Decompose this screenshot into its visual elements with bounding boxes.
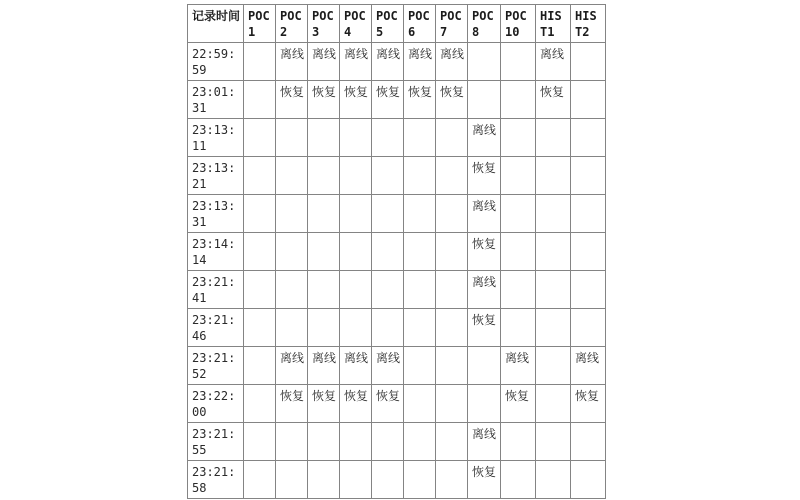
- status-cell: [340, 157, 372, 195]
- column-header: POC 2: [276, 5, 308, 43]
- status-cell: [244, 309, 276, 347]
- status-cell: [436, 233, 468, 271]
- status-cell: [436, 347, 468, 385]
- column-header: POC 8: [468, 5, 501, 43]
- status-cell: [308, 461, 340, 499]
- status-cell: [501, 461, 536, 499]
- status-cell: 离线: [276, 43, 308, 81]
- column-header: POC 10: [501, 5, 536, 43]
- status-cell: [536, 461, 571, 499]
- time-cell: 23:22:00: [188, 385, 244, 423]
- time-cell: 23:13:21: [188, 157, 244, 195]
- status-cell: 恢复: [276, 385, 308, 423]
- status-cell: [468, 347, 501, 385]
- status-cell: 离线: [536, 43, 571, 81]
- status-cell: [276, 157, 308, 195]
- status-cell: 恢复: [468, 157, 501, 195]
- status-cell: [501, 81, 536, 119]
- status-cell: 恢复: [340, 81, 372, 119]
- status-cell: [244, 43, 276, 81]
- status-cell: 离线: [501, 347, 536, 385]
- time-cell: 23:13:31: [188, 195, 244, 233]
- status-cell: [536, 347, 571, 385]
- status-cell: 离线: [276, 347, 308, 385]
- status-cell: 离线: [372, 347, 404, 385]
- status-cell: 恢复: [468, 233, 501, 271]
- status-cell: 恢复: [308, 81, 340, 119]
- status-cell: [372, 271, 404, 309]
- status-cell: 离线: [468, 271, 501, 309]
- status-cell: [501, 43, 536, 81]
- status-cell: [571, 233, 606, 271]
- status-cell: [308, 195, 340, 233]
- status-cell: [536, 157, 571, 195]
- column-header: POC 1: [244, 5, 276, 43]
- status-cell: [340, 195, 372, 233]
- table-row: [188, 347, 606, 385]
- status-cell: [340, 309, 372, 347]
- status-cell: 恢复: [468, 461, 501, 499]
- status-cell: [501, 119, 536, 157]
- status-cell: 离线: [436, 43, 468, 81]
- status-cell: 恢复: [276, 81, 308, 119]
- status-cell: [308, 233, 340, 271]
- status-cell: [244, 233, 276, 271]
- column-header: POC 5: [372, 5, 404, 43]
- status-cell: [536, 309, 571, 347]
- status-cell: [308, 157, 340, 195]
- status-cell: [276, 119, 308, 157]
- status-cell: [372, 195, 404, 233]
- table-body: [188, 43, 606, 499]
- status-cell: [340, 461, 372, 499]
- status-cell: 离线: [404, 43, 436, 81]
- status-cell: [404, 233, 436, 271]
- time-cell: 23:21:58: [188, 461, 244, 499]
- status-cell: [340, 233, 372, 271]
- status-cell: [404, 119, 436, 157]
- status-cell: [372, 233, 404, 271]
- status-cell: 恢复: [340, 385, 372, 423]
- status-cell: [501, 271, 536, 309]
- table-row: [188, 385, 606, 423]
- status-cell: 离线: [340, 347, 372, 385]
- status-cell: 离线: [468, 119, 501, 157]
- table-row: [188, 423, 606, 461]
- status-cell: 离线: [308, 43, 340, 81]
- status-cell: [571, 271, 606, 309]
- status-cell: [536, 423, 571, 461]
- status-cell: [436, 157, 468, 195]
- status-cell: [276, 271, 308, 309]
- status-cell: [308, 271, 340, 309]
- time-cell: 23:21:41: [188, 271, 244, 309]
- status-cell: [244, 461, 276, 499]
- status-cell: [244, 119, 276, 157]
- status-cell: 离线: [571, 347, 606, 385]
- status-cell: [276, 233, 308, 271]
- table-header-row: [188, 5, 606, 43]
- table-row: [188, 309, 606, 347]
- status-cell: [404, 271, 436, 309]
- status-cell: [571, 157, 606, 195]
- status-cell: [536, 233, 571, 271]
- status-cell: [276, 461, 308, 499]
- status-cell: 恢复: [372, 81, 404, 119]
- time-cell: 23:01:31: [188, 81, 244, 119]
- status-cell: [501, 309, 536, 347]
- status-cell: [276, 195, 308, 233]
- table-row: [188, 157, 606, 195]
- status-cell: [571, 43, 606, 81]
- time-cell: 23:21:46: [188, 309, 244, 347]
- time-cell: 23:21:55: [188, 423, 244, 461]
- status-cell: [571, 423, 606, 461]
- status-cell: [501, 195, 536, 233]
- status-cell: [244, 195, 276, 233]
- status-cell: [340, 423, 372, 461]
- column-header: HIS T1: [536, 5, 571, 43]
- status-cell: [244, 385, 276, 423]
- status-cell: [571, 195, 606, 233]
- table-row: [188, 119, 606, 157]
- status-cell: [436, 195, 468, 233]
- status-cell: 恢复: [468, 309, 501, 347]
- status-cell: [372, 309, 404, 347]
- status-cell: [501, 423, 536, 461]
- status-cell: [468, 385, 501, 423]
- status-cell: [276, 309, 308, 347]
- table-row: [188, 233, 606, 271]
- status-cell: [536, 385, 571, 423]
- time-cell: 23:14:14: [188, 233, 244, 271]
- status-cell: [340, 271, 372, 309]
- status-cell: [372, 119, 404, 157]
- status-cell: [340, 119, 372, 157]
- table-row: [188, 461, 606, 499]
- status-cell: 离线: [468, 195, 501, 233]
- status-cell: [372, 157, 404, 195]
- status-cell: [436, 385, 468, 423]
- status-cell: [244, 271, 276, 309]
- status-cell: [571, 309, 606, 347]
- status-cell: 恢复: [404, 81, 436, 119]
- table-row: [188, 43, 606, 81]
- status-cell: [436, 309, 468, 347]
- status-cell: [244, 81, 276, 119]
- status-cell: [468, 43, 501, 81]
- status-cell: 恢复: [536, 81, 571, 119]
- column-header: 记录时间: [188, 5, 244, 43]
- time-cell: 22:59:59: [188, 43, 244, 81]
- status-cell: [571, 81, 606, 119]
- column-header: HIS T2: [571, 5, 606, 43]
- status-cell: 离线: [340, 43, 372, 81]
- status-cell: [404, 157, 436, 195]
- status-cell: [244, 157, 276, 195]
- status-cell: [308, 309, 340, 347]
- status-cell: [571, 119, 606, 157]
- status-cell: [571, 461, 606, 499]
- status-cell: [501, 233, 536, 271]
- status-cell: 恢复: [308, 385, 340, 423]
- status-cell: [404, 195, 436, 233]
- status-cell: [536, 195, 571, 233]
- device-status-table: [187, 4, 606, 499]
- status-cell: [436, 119, 468, 157]
- table-header: [188, 5, 606, 43]
- status-cell: [308, 119, 340, 157]
- status-cell: [308, 423, 340, 461]
- status-cell: 离线: [308, 347, 340, 385]
- column-header: POC 3: [308, 5, 340, 43]
- status-cell: [404, 309, 436, 347]
- table-row: [188, 195, 606, 233]
- status-cell: [372, 423, 404, 461]
- status-cell: [436, 461, 468, 499]
- column-header: POC 6: [404, 5, 436, 43]
- table-row: [188, 271, 606, 309]
- status-cell: [372, 461, 404, 499]
- status-cell: [404, 461, 436, 499]
- status-cell: [276, 423, 308, 461]
- status-cell: [436, 423, 468, 461]
- column-header: POC 4: [340, 5, 372, 43]
- time-cell: 23:13:11: [188, 119, 244, 157]
- status-cell: 恢复: [501, 385, 536, 423]
- status-cell: [501, 157, 536, 195]
- status-cell: [468, 81, 501, 119]
- status-cell: [536, 271, 571, 309]
- status-cell: 恢复: [571, 385, 606, 423]
- status-cell: [244, 347, 276, 385]
- column-header: POC 7: [436, 5, 468, 43]
- status-cell: 离线: [372, 43, 404, 81]
- status-cell: 离线: [468, 423, 501, 461]
- status-cell: [536, 119, 571, 157]
- status-cell: [404, 347, 436, 385]
- status-cell: [244, 423, 276, 461]
- status-cell: 恢复: [436, 81, 468, 119]
- status-cell: 恢复: [372, 385, 404, 423]
- table-row: [188, 81, 606, 119]
- status-cell: [436, 271, 468, 309]
- status-cell: [404, 385, 436, 423]
- time-cell: 23:21:52: [188, 347, 244, 385]
- status-cell: [404, 423, 436, 461]
